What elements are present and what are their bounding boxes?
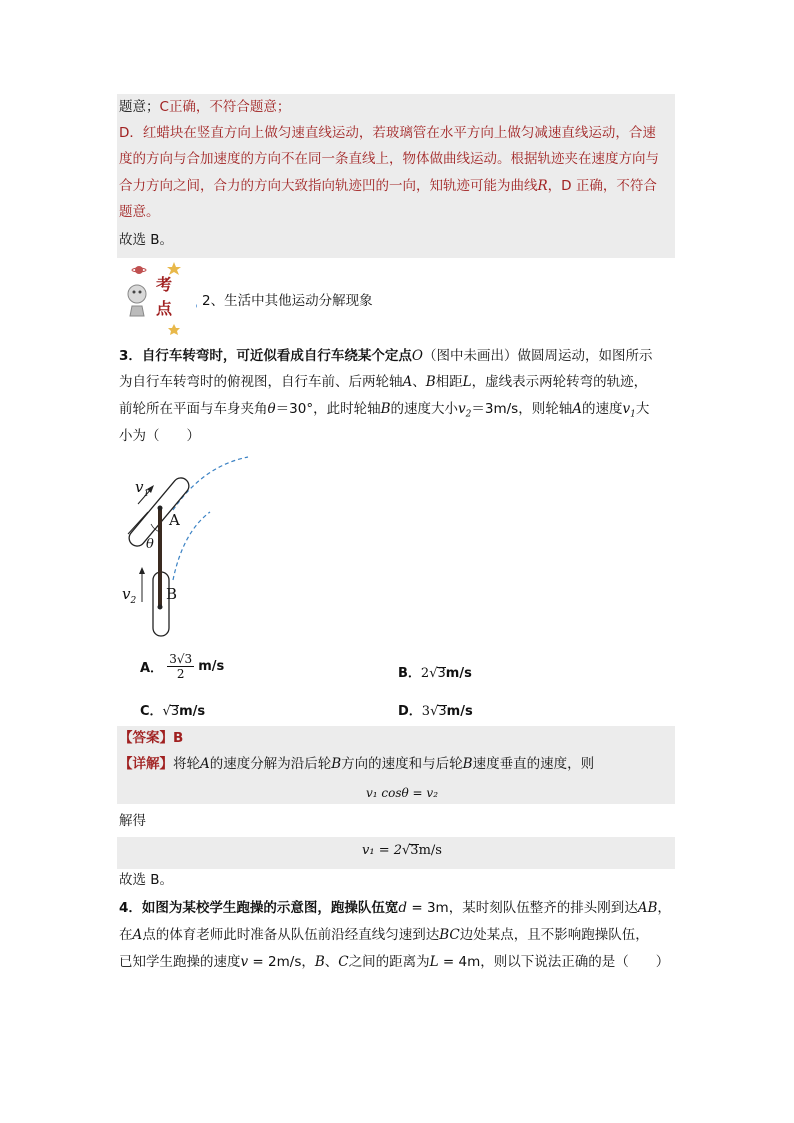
para-d-line4: 题意。 <box>119 204 160 220</box>
option-c[interactable]: C．√3m/s <box>140 704 206 719</box>
para-d-line2: 度的方向与合加速度的方向不在同一条直线上，物体做曲线运动。根据轨迹夹在速度方向与 <box>119 151 659 167</box>
label-a: A <box>169 511 180 529</box>
q3-line4: 小为（ ） <box>119 428 200 444</box>
q4-line2: 在A点的体育老师此时准备从队伍前沿经直线匀速到达BC边处某点，且不影响跑操队伍， <box>119 927 649 943</box>
option-a-fraction: $\frac{3√3}{2}$ <box>169 652 193 681</box>
equation-2: v₁ = 2√3m/s <box>362 843 442 858</box>
label-b: B <box>166 585 178 603</box>
label-v1: $v_1$ <box>135 478 150 499</box>
para-d-line1: D．红蜡块在竖直方向上做匀速直线运动，若玻璃管在水平方向上做匀减速直线运动，合速 <box>119 125 656 141</box>
para-c-tail: 题意；C正确，不符合题意； <box>119 99 291 115</box>
answer-choice-1: 故选 B。 <box>119 232 174 248</box>
answer-choice-2: 故选 B。 <box>119 872 174 888</box>
solve-label: 解得 <box>119 813 146 829</box>
equation-1: v₁ cosθ = v₂ <box>366 786 439 800</box>
q3-line3: 前轮所在平面与车身夹角θ＝30°，此时轮轴B的速度大小$v_2=3m/s$，则轮轴A的速度$v_1$大 <box>119 401 650 420</box>
answer-line: 【答案】B <box>119 730 184 746</box>
option-b[interactable]: B．2√3m/s <box>398 666 472 681</box>
option-d[interactable]: D．3√3m/s <box>398 704 473 719</box>
q4-line3: 已知学生跑操的速度v = 2m/s，B、C之间的距离为L = 4m，则以下说法正确的是（ ） <box>119 954 670 970</box>
q3-line2: 为自行车转弯时的俯视图，自行车前、后两轮轴A、B相距L，虚线表示两轮转弯的轨迹， <box>119 374 648 390</box>
q3-line1: 3．自行车转弯时，可近似看成自行车绕某个定点O（图中未画出）做圆周运动，如图所示 <box>119 348 653 364</box>
kaodian-title: 2、生活中其他运动分解现象 <box>202 293 373 309</box>
q4-line1: 4．如图为某校学生跑操的示意图，跑操队伍宽d = 3m，某时刻队伍整齐的排头刚到达AB， <box>119 900 671 916</box>
kaodian-char-1: 考 <box>156 275 173 294</box>
para-d-line3: 合力方向之间，合力的方向大致指向轨迹凹的一向，知轨迹可能为曲线R，D 正确，不符合 <box>119 178 657 194</box>
option-a[interactable]: A． $\frac{3√3}{2}$ m/s <box>140 652 225 681</box>
label-theta: θ <box>146 537 154 552</box>
kaodian-char-2: 点 <box>156 299 173 318</box>
label-v2: $v_2$ <box>122 585 137 606</box>
detail-line: 【详解】将轮A的速度分解为沿后轮B方向的速度和与后轮B速度垂直的速度，则 <box>119 756 595 772</box>
